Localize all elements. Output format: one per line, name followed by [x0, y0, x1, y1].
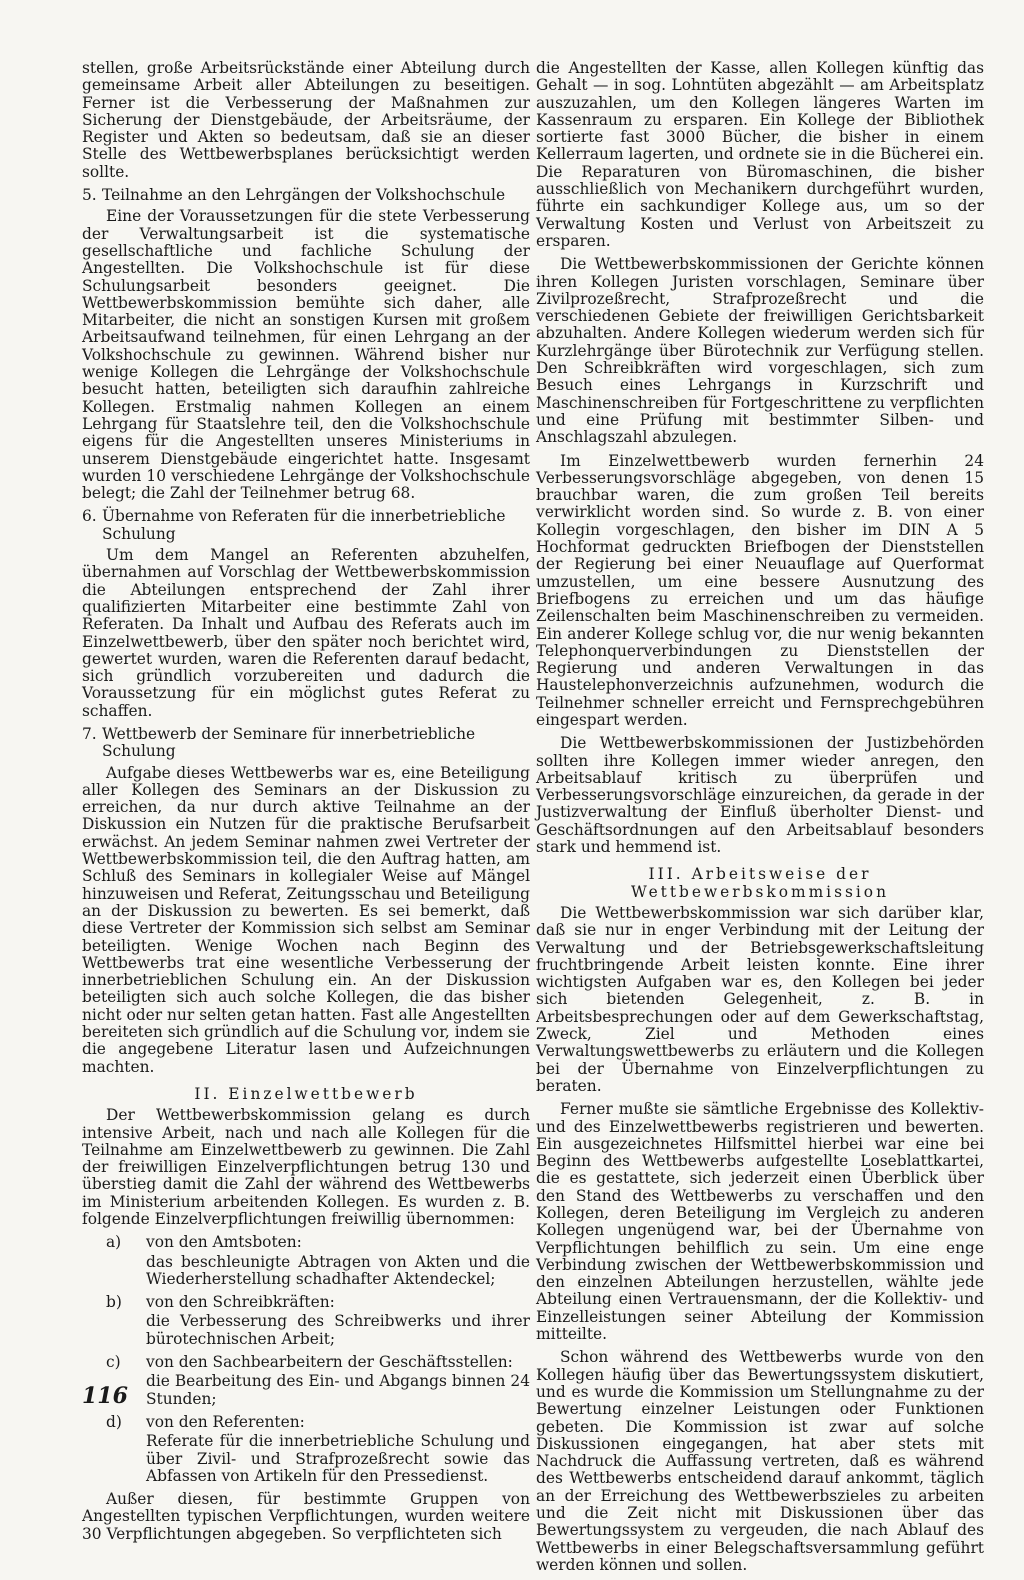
paragraph: Im Einzelwettbewerb wurden fernerhin 24 Verbesserungsvorschläge abgegeben, von denen 15 brauchbar waren, die zum großen Teil bereits verwirklicht worden sind. So wurde z. B. von einer Kollegin vorgeschlagen, den bisher im DIN A 5 Hochformat gedruckten Briefbogen der Dienststellen der Regierung bei einer Neuauflage auf Querformat umzustellen, um eine bessere Ausnutzung des Briefbogens zu erreichen und um das häufige Zeilenschalten beim Maschinenschreiben zu vermeiden. Ein anderer Kollege schlug vor, die nur wenig bekannten Telephonquerverbindungen zu Dienststellen der Regierung und anderen Verwaltungen in das Haustelephonverzeichnis aufzunehmen, wodurch die Teilnehmer schneller erreicht und Fernsprechgebühren eingespart werden.	[536, 451, 984, 729]
section-heading-2: II. Einzelwettbewerb	[194, 1084, 418, 1103]
paragraph: Außer diesen, für bestimmte Gruppen von Angestellten typischen Verpflichtungen, wurden weitere 30 Verpflichtungen abgegeben. So verpflichteten sich	[82, 1490, 530, 1543]
paragraph: stellen, große Arbeitsrückstände einer Abteilung durch gemeinsame Arbeit aller Abteilungen zu beseitigen. Ferner ist die Verbesserung der Maßnahmen zur Sicherung der Dienstgebäude, der Arbeitsräume, der Register und Akten so bedeutsam, daß sie an dieser Stelle des Wettbewerbsplanes berücksichtigt werden sollte.	[82, 59, 530, 181]
list-item-c: c) von den Sachbearbeitern der Geschäftsstellen: die Bearbeitung des Ein- und Abgangs binnen 24 Stunden;	[106, 1353, 530, 1408]
section-item-5-title: 5. Teilnahme an den Lehrgängen der Volkshochschule	[82, 186, 506, 205]
paragraph: Ferner mußte sie sämtliche Ergebnisse des Kollektiv- und des Einzelwettbewerbs registrieren und bewerten. Ein ausgezeichnetes Hilfsmittel hierbei war eine bei Beginn des Wettbewerbs aufgestellte Loseblattkartei, die es gestattete, sich jederzeit einen Überblick über den Stand des Wettbewerbs zu verschaffen und den Kollegen, deren Beteiligung im Vergleich zu anderen Kollegen ungenügend war, bei der Übernahme von Verpflichtungen behilflich zu sein. Um eine enge Verbindung zwischen der Wettbewerbskommission und den einzelnen Abteilungen herzustellen, wählte jede Abteilung einen Vertrauensmann, der die Kollektiv- und Einzelleistungen seiner Abteilung der Kommission mitteilte.	[536, 1100, 984, 1344]
section-heading-3: III. Arbeitsweise der Wettbewerbskommission	[631, 865, 889, 901]
paragraph: Um dem Mangel an Referenten abzuhelfen, übernahmen auf Vorschlag der Wettbewerbskommission die Abteilungen entsprechend der Zahl ihrer qualifizierten Mitarbeiter eine bestimmte Zahl von Referaten. Da Inhalt und Aufbau des Referats auch im Einzelwettbewerb, über den später noch berichtet wird, gewertet wurden, waren die Referenten darauf bedacht, sich gründlich vorzubereiten und dadurch die Voraussetzung für ein möglichst gutes Referat zu schaffen.	[82, 546, 530, 720]
section-item-6-title: 6. Übernahme von Referaten für die innerbetriebliche Schulung	[82, 507, 506, 543]
paragraph: Die Wettbewerbskommissionen der Gerichte können ihren Kollegen Juristen vorschlagen, Seminare über Zivilprozeßrecht, Strafprozeßrecht und die verschiedenen Gebiete der freiwilligen Gerichtsbarkeit abzuhalten. Andere Kollegen wiederum werden sich für Kurzlehrgänge über Bürotechnik zur Verfügung stellen. Den Schreibkräften wird vorgeschlagen, sich zum Besuch eines Lehrgangs in Kurzschrift und Maschinenschreiben für Fortgeschrittene zu verpflichten und eine Prüfung mit bestimmter Silben- und Anschlagszahl abzulegen.	[536, 255, 984, 447]
paragraph: Schon während des Wettbewerbs wurde von den Kollegen häufig über das Bewertungssystem diskutiert, und es wurde die Kommission um Stellungnahme zu der Bewertung einzelner Leistungen oder Funktionen gebeten. Die Kommission ist zwar auf solche Diskussionen eingegangen, hat aber stets mit Nachdruck die Auffassung vertreten, daß es während des Wettbewerbs entscheidend darauf ankommt, täglich an der Erreichung des Wettbewerbszieles zu arbeiten und die Zeit nicht mit Diskussionen über das Bewertungssystem zu vergeuden, die nach Ablauf des Wettbewerbs in einer Belegschaftsversammlung geführt werden können und sollen.	[536, 1348, 984, 1574]
section-item-7-title: 7. Wettbewerb der Seminare für innerbetriebliche Schulung	[82, 724, 476, 761]
paragraph: Die Wettbewerbskommissionen der Justizbehörden sollten ihre Kollegen immer wieder anregen, den Arbeitsablauf kritisch zu überprüfen und Verbesserungsvorschläge einzureichen, da gerade in der Justizverwaltung der Einfluß überholter Dienst- und Geschäftsordnungen auf den Arbeitsablauf besonders stark und hemmend ist.	[536, 734, 984, 857]
paragraph: die Angestellten der Kasse, allen Kollegen künftig das Gehalt — in sog. Lohntüten abgezählt — am Arbeitsplatz auszuzahlen, um den Kollegen längeres Warten im Kassenraum zu ersparen. Ein Kollege der Bibliothek sortierte fast 3000 Bücher, die bisher in einem Kellerraum lagerten, und ordnete sie in die Bücherei ein. Die Reparaturen von Büromaschinen, die bisher ausschließlich von Mechanikern durchgeführt wurden, führte ein sachkundiger Kollege aus, um so der Verwaltung Kosten und Verlust von Arbeitszeit zu ersparen.	[536, 59, 984, 250]
paragraph: Der Wettbewerbskommission gelang es durch intensive Arbeit, nach und nach alle Kollegen für die Teilnahme am Einzelwettbewerb zu gewinnen. Die Zahl der freiwilligen Einzelverpflichtungen betrug 130 und überstieg damit die Zahl der während des Wettbewerbs im Ministerium arbeitenden Kollegen. Es wurden z. B. folgende Einzelverpflichtungen freiwillig übernommen:	[82, 1106, 530, 1228]
left-column	[82, 60, 530, 1549]
page-number: 116	[82, 1383, 128, 1409]
right-column	[536, 60, 984, 1580]
list-item-a: a) von den Amtsboten: das beschleunigte Abtragen von Akten und die Wiederherstellung schadhafter Aktendeckel;	[106, 1233, 530, 1288]
list-item-b: b) von den Schreibkräften: die Verbesserung des Schreibwerks und ihrer bürotechnischen Arbeit;	[106, 1293, 530, 1348]
paragraph: Eine der Voraussetzungen für die stete Verbesserung der Verwaltungsarbeit ist die systematische gesellschaftliche und fachliche Schulung der Angestellten. Die Volkshochschule ist für diese Schulungsarbeit besonders geeignet. Die Wettbewerbskommission bemühte sich daher, alle Mitarbeiter, die nicht an sonstigen Kursen mit großem Arbeitsaufwand teilnehmen, für einen Lehrgang an der Volkshochschule zu gewinnen. Während bisher nur wenige Kollegen die Lehrgänge der Volkshochschule besucht hatten, beteiligten sich daraufhin zahlreiche Kollegen. Erstmalig nahmen Kollegen an einem Lehrgang für Staatslehre teil, den die Volkshochschule eigens für die Angestellten unseres Ministeriums in unserem Dienstgebäude eingerichtet hatte. Insgesamt wurden 10 verschiedene Lehrgänge der Volkshochschule belegt; die Zahl der Teilnehmer betrug 68.	[82, 207, 530, 503]
paragraph: Aufgabe dieses Wettbewerbs war es, eine Beteiligung aller Kollegen des Seminars an der Diskussion zu erreichen, da nur durch aktive Teilnahme an der Diskussion ein Nutzen für die praktische Berufsarbeit erwächst. An jedem Seminar nahmen zwei Vertreter der Wettbewerbskommission teil, die den Auftrag hatten, am Schluß des Seminars in kollegialer Weise auf Mängel hinzuweisen und Referat, Zeitungsschau und Beteiligung an der Diskussion zu bewerten. Es sei bemerkt, daß diese Vertreter der Kommission sich selbst am Seminar beteiligten. Wenige Wochen nach Beginn des Wettbewerbs trat eine wesentliche Verbesserung der innerbetrieblichen Schulung ein. An der Diskussion beteiligten sich auch solche Kollegen, die das bisher nicht oder nur selten getan hatten. Fast alle Angestellten bereiteten sich gründlich auf die Schulung vor, indem sie die angegebene Literatur lasen und Aufzeichnungen machten.	[82, 763, 530, 1076]
paragraph: Die Wettbewerbskommission war sich darüber klar, daß sie nur in enger Verbindung mit der Leitung der Verwaltung und der Betriebsgewerkschaftsleitung fruchtbringende Arbeit leisten konnte. Eine ihrer wichtigsten Aufgaben war es, den Kollegen bei jeder sich bietenden Gelegenheit, z. B. in Arbeitsbesprechungen oder auf dem Gewerkschaftstag, Zweck, Ziel und Methoden eines Verwaltungswettbewerbs zu erläutern und die Kollegen bei der Übernahme von Einzelverpflichtungen zu beraten.	[536, 903, 984, 1095]
list-item-d: d) von den Referenten: Referate für die innerbetriebliche Schulung und über Zivil- und Strafprozeßrecht sowie das Abfassen von Artikeln für den Pressedienst.	[106, 1412, 530, 1485]
